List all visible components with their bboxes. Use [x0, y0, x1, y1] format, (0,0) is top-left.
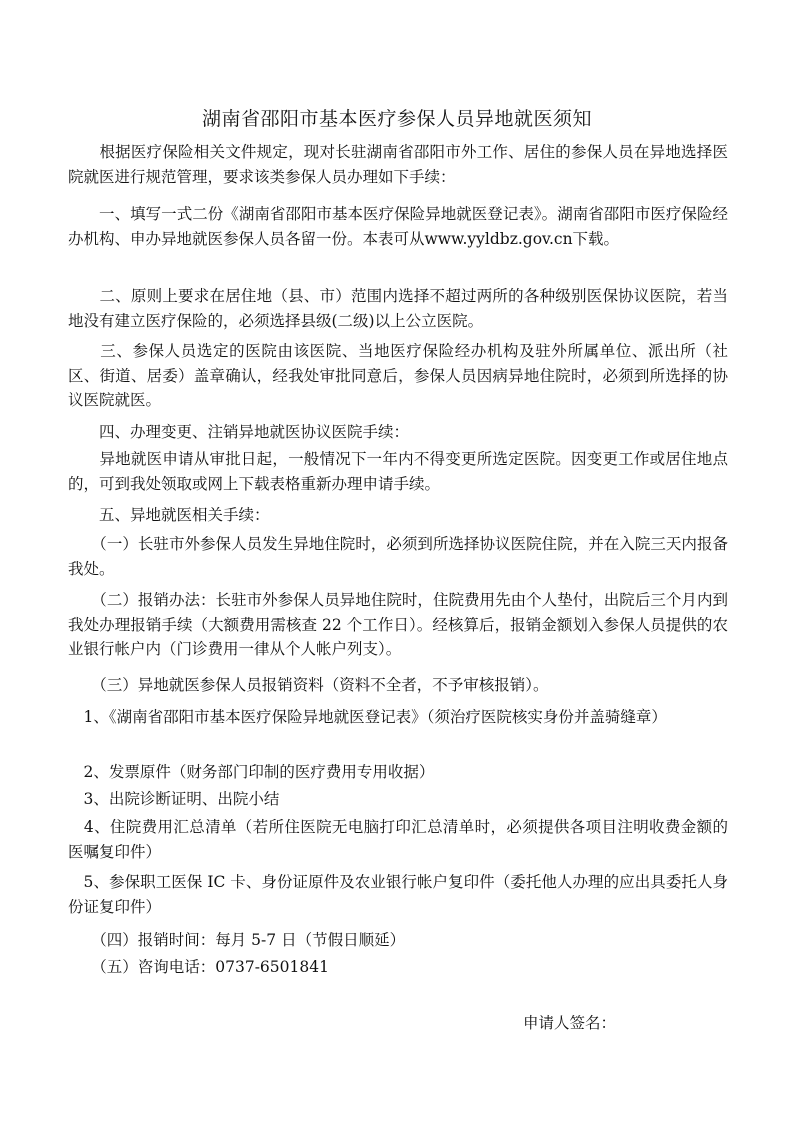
- document-item-2: 2、发票原件（财务部门印制的医疗费用专用收据）: [68, 763, 435, 781]
- document-item-4: 4、住院费用汇总清单（若所住医院无电脑打印汇总清单时，必须提供各项目注明收费金额的医嘱复印件）: [68, 818, 728, 861]
- item-5-sub-1: （一）长驻市外参保人员发生异地住院时，必须到所选择协议医院住院，并在入院三天内报备我处。: [68, 535, 728, 578]
- item-2-paragraph: 二、原则上要求在居住地（县、市）范围内选择不超过两所的各种级别医保协议医院，若当地没有建立医疗保险的，必须选择县级(二级)以上公立医院。: [68, 287, 728, 330]
- item-5-sub-4: （四）报销时间：每月 5-7 日（节假日顺延）: [68, 931, 406, 949]
- intro-paragraph: 根据医疗保险相关文件规定，现对长驻湖南省邵阳市外工作、居住的参保人员在异地选择医院就医进行规范管理，要求该类参保人员办理如下手续：: [68, 143, 728, 186]
- document-item-3: 3、出院诊断证明、出院小结: [68, 790, 280, 808]
- item-5-sub-3: （三）异地就医参保人员报销资料（资料不全者，不予审核报销）。: [68, 676, 549, 694]
- item-4-body: 异地就医申请从审批日起，一般情况下一年内不得变更所选定医院。因变更工作或居住地点的，可到我处领取或网上下载表格重新办理申请手续。: [68, 450, 728, 493]
- document-item-1: 1、《湖南省邵阳市基本医疗保险异地就医登记表》（须治疗医院核实身份并盖骑缝章）: [68, 708, 667, 726]
- item-5-sub-2: （二）报销办法：长驻市外参保人员异地住院时，住院费用先由个人垫付，出院后三个月内到我处办理报销手续（大额费用需核查 22 个工作日）。经核算后，报销金额划入参保人员提供的农业银行帐户内（门诊费用一律从个人帐户列支）。: [68, 591, 728, 659]
- item-5-sub-5: （五）咨询电话：0737-6501841: [68, 958, 329, 976]
- document-item-5: 5、参保职工医保 IC 卡、身份证原件及农业银行帐户复印件（委托他人办理的应出具委托人身份证复印件）: [68, 873, 728, 916]
- item-3-paragraph: 三、参保人员选定的医院由该医院、当地医疗保险经办机构及驻外所属单位、派出所（社区、街道、居委）盖章确认，经我处审批同意后，参保人员因病异地住院时，必须到所选择的协议医院就医。: [68, 342, 728, 410]
- signature-label: 申请人签名：: [523, 1014, 617, 1032]
- item-4-heading: 四、办理变更、注销异地就医协议医院手续：: [68, 423, 410, 441]
- item-5-heading: 五、异地就医相关手续：: [68, 506, 270, 524]
- item-1-paragraph: 一、填写一式二份《湖南省邵阳市基本医疗保险异地就医登记表》。湖南省邵阳市医疗保险经办机构、申办异地就医参保人员各留一份。本表可从www.yyldbz.gov.cn下载。: [68, 205, 728, 248]
- page-title: 湖南省邵阳市基本医疗参保人员异地就医须知: [201, 108, 592, 130]
